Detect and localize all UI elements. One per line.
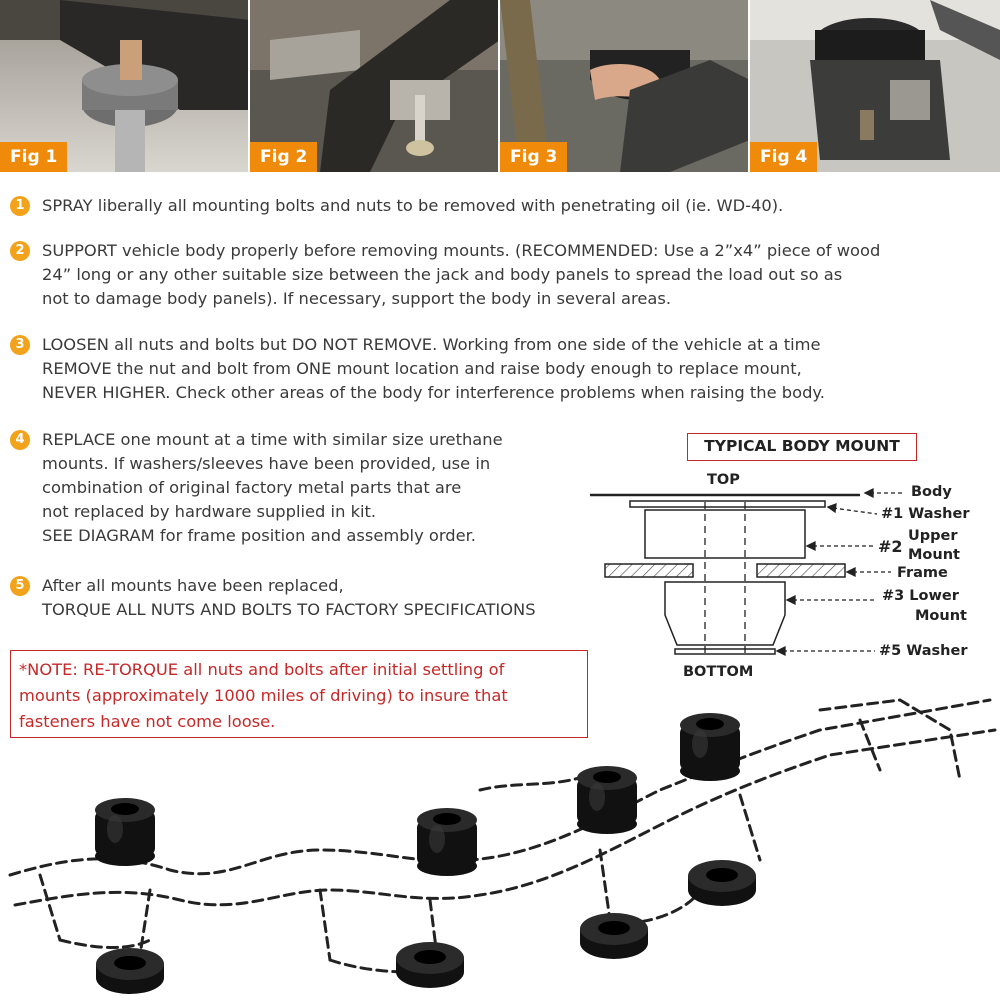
text-line: NEVER HIGHER. Check other areas of the body for interference problems when raising the body.	[42, 383, 825, 402]
top-label: TOP	[707, 472, 740, 488]
figure-1-photo	[0, 0, 250, 172]
diagram-title: TYPICAL BODY MOUNT	[687, 433, 917, 461]
frame-label: Frame	[897, 565, 948, 581]
figure-label: Fig 2	[250, 142, 317, 172]
lower-mount-label: #3 Lower	[882, 588, 959, 604]
text-line: After all mounts have been replaced,	[42, 576, 344, 595]
step-5-text	[42, 574, 536, 622]
body-mount-diagram	[585, 430, 995, 685]
washer-1-label: #1 Washer	[881, 506, 970, 522]
note-line: mounts (approximately 1000 miles of driving) to insure that	[19, 686, 508, 705]
bushing-bottom-2	[580, 913, 648, 959]
bushing-bottom-4	[96, 948, 164, 994]
step-number-badge: 5	[10, 576, 30, 596]
lower-mount-label: Mount	[915, 608, 967, 624]
bushing-top-3	[577, 766, 637, 834]
text-line: LOOSEN all nuts and bolts but DO NOT REMOVE. Working from one side of the vehicle at a time	[42, 335, 821, 354]
step-number-badge: 4	[10, 430, 30, 450]
bushing-bottom-3	[396, 942, 464, 988]
text-line: SEE DIAGRAM for frame position and assembly order.	[42, 526, 476, 545]
text-line: TORQUE ALL NUTS AND BOLTS TO FACTORY SPECIFICATIONS	[42, 600, 536, 619]
upper-mount-label: Mount	[908, 547, 960, 563]
step-1-text	[42, 194, 783, 218]
text-line: not replaced by hardware supplied in kit.	[42, 502, 377, 521]
text-line: SPRAY liberally all mounting bolts and nuts to be removed with penetrating oil (ie. WD-40).	[42, 196, 784, 215]
chassis-frame-drawing	[0, 690, 1000, 1000]
figure-label: Fig 1	[0, 142, 67, 172]
note-line: fasteners have not come loose.	[19, 712, 276, 731]
bushing-bottom-1	[688, 860, 756, 906]
figure-4-photo	[750, 0, 1000, 172]
photo-strip	[0, 0, 1000, 172]
step-number-badge: 3	[10, 335, 30, 355]
text-line: REPLACE one mount at a time with similar size urethane	[42, 430, 503, 449]
step-3-text	[42, 333, 825, 405]
text-line: REMOVE the nut and bolt from ONE mount location and raise body enough to replace mount,	[42, 359, 802, 378]
upper-mount-number: #2	[878, 537, 903, 556]
body-label: Body	[911, 484, 952, 500]
bottom-label: BOTTOM	[683, 664, 754, 680]
bushing-top-2	[417, 808, 477, 876]
text-line: SUPPORT vehicle body properly before removing mounts. (RECOMMENDED: Use a 2”x4” piece of wood	[42, 241, 881, 260]
text-line: mounts. If washers/sleeves have been provided, use in	[42, 454, 491, 473]
step-number-badge: 1	[10, 196, 30, 216]
step-4-text	[42, 428, 503, 548]
step-number-badge: 2	[10, 241, 30, 261]
frame-illustration	[0, 690, 1000, 1000]
figure-3-photo	[500, 0, 750, 172]
figure-label: Fig 4	[750, 142, 817, 172]
washer-5-label: #5 Washer	[879, 643, 968, 659]
text-line: 24” long or any other suitable size between the jack and body panels to spread the load out so as	[42, 265, 843, 284]
bushing-top-1	[95, 798, 155, 866]
upper-mount-label: Upper	[908, 528, 958, 544]
text-line: not to damage body panels). If necessary, support the body in several areas.	[42, 289, 671, 308]
bushing-top-4	[680, 713, 740, 781]
figure-2-photo	[250, 0, 500, 172]
text-line: combination of original factory metal parts that are	[42, 478, 462, 497]
step-2-text	[42, 239, 880, 311]
note-line: *NOTE: RE-TORQUE all nuts and bolts after initial settling of	[19, 660, 505, 679]
figure-label: Fig 3	[500, 142, 567, 172]
